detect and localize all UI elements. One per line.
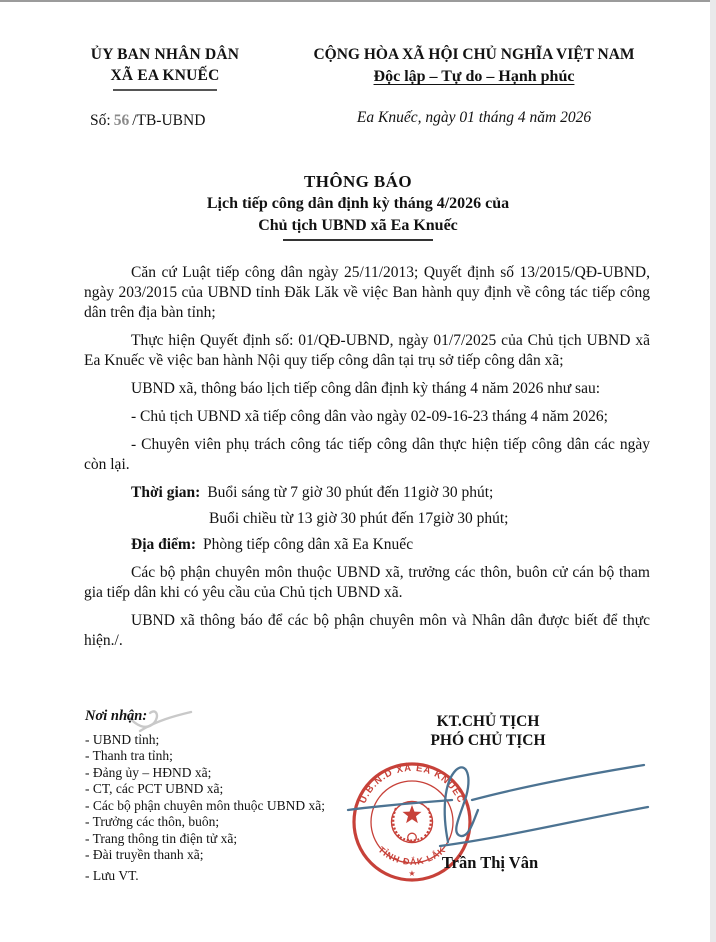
recipient-item: - Lưu VT. xyxy=(85,867,139,883)
schedule-place-line xyxy=(84,535,650,555)
document-subject-line2: Chủ tịch UBND xã Ea Knuếc xyxy=(258,217,458,234)
place-label: Địa điểm: xyxy=(131,536,197,553)
paragraph-specialist-schedule: - Chuyên viên phụ trách công tác tiếp công dân thực hiện tiếp công dân các ngày còn lại. xyxy=(84,436,650,473)
national-motto: Độc lập – Tự do – Hạnh phúc xyxy=(373,68,575,85)
doc-number-value: 56 xyxy=(113,112,130,129)
recipient-item: - Trưởng các thôn, buôn; xyxy=(85,814,220,829)
paragraph-chairman-schedule: - Chủ tịch UBND xã tiếp công dân vào ngày 02-09-16-23 tháng 4 năm 2026; xyxy=(131,408,608,425)
signer-name: Trần Thị Vân xyxy=(441,853,539,872)
signer-title-line2: PHÓ CHỦ TỊCH xyxy=(430,732,546,749)
doc-number-suffix: /TB-UBND xyxy=(132,112,206,129)
signature-ink-icon xyxy=(342,754,652,862)
scan-top-edge xyxy=(0,0,716,2)
document-header xyxy=(0,0,716,130)
time-morning: Buổi sáng từ 7 giờ 30 phút đến 11giờ 30 phút; xyxy=(207,484,494,501)
recipient-item: - UBND tỉnh; xyxy=(85,731,160,747)
recipient-item: - Trang thông tin điện tử xã; xyxy=(85,830,238,846)
signer-title-block xyxy=(388,712,588,750)
stamp-ring-text-top: U.B.N.D XÃ EA KNUẾC xyxy=(357,762,467,806)
place-value: Phòng tiếp công dân xã Ea Knuếc xyxy=(203,536,414,553)
recipient-item: - Đảng ủy – HĐND xã; xyxy=(85,764,212,780)
stamp-bottom-star: ★ xyxy=(408,869,416,878)
document-body xyxy=(84,263,650,651)
recipients-label: Nơi nhận: xyxy=(85,708,148,724)
recipient-item: - Các bộ phận chuyên môn thuộc UBND xã; xyxy=(85,797,325,813)
org-underline xyxy=(113,89,217,91)
place-date-line: Ea Knuếc, ngày 01 tháng 4 năm 2026 xyxy=(356,109,592,126)
document-title-block xyxy=(0,170,716,241)
time-afternoon: Buổi chiều từ 13 giờ 30 phút đến 17giờ 30 phút; xyxy=(209,510,509,527)
recipients-block xyxy=(85,708,325,884)
org-name-line1: ỦY BAN NHÂN DÂN xyxy=(90,46,240,63)
national-motto-block xyxy=(296,44,652,130)
paragraph-legal-basis-1: Căn cứ Luật tiếp công dân ngày 25/11/2013; Quyết định số 13/2015/QĐ-UBND, ngày 203/2015 của UBND tỉnh Đăk Lăk về việc Ban hành quy định về công tác tiếp công dân trên địa bàn tỉnh; xyxy=(84,264,650,321)
stamp-ring-text-bottom: TỈNH ĐẮK LẮK xyxy=(376,844,448,867)
time-label: Thời gian: xyxy=(131,484,201,501)
recipient-item: - Đài truyền thanh xã; xyxy=(85,847,204,862)
document-type-title: THÔNG BÁO xyxy=(304,172,412,191)
paragraph-announcement: UBND xã, thông báo lịch tiếp công dân định kỳ tháng 4 năm 2026 như sau: xyxy=(131,380,601,397)
doc-number-line xyxy=(30,112,300,130)
paragraph-departments: Các bộ phận chuyên môn thuộc UBND xã, trưởng các thôn, buôn cử cán bộ tham gia tiếp dân khi có yêu cầu của Chủ tịch UBND xã. xyxy=(84,564,650,601)
national-name: CỘNG HÒA XÃ HỘI CHỦ NGHĨA VIỆT NAM xyxy=(313,46,635,63)
paragraph-closing: UBND xã thông báo để các bộ phận chuyên môn và Nhân dân được biết để thực hiện./. xyxy=(84,612,650,649)
recipient-item: - Thanh tra tỉnh; xyxy=(85,748,173,763)
schedule-time-line xyxy=(84,483,650,503)
document-footer xyxy=(0,700,716,942)
document-subject-line1: Lịch tiếp công dân định kỳ tháng 4/2026 của xyxy=(206,195,510,212)
title-underline xyxy=(283,239,433,241)
recipient-item: - CT, các PCT UBND xã; xyxy=(85,781,224,796)
paragraph-legal-basis-2: Thực hiện Quyết định số: 01/QĐ-UBND, ngày 01/7/2025 của Chủ tịch UBND xã Ea Knuếc về việc ban hành Nội quy tiếp công dân tại trụ sở tiếp công dân xã; xyxy=(84,332,650,369)
org-name-line2: XÃ EA KNUẾC xyxy=(110,67,220,84)
issuing-authority-block xyxy=(30,44,300,130)
doc-number-label: Số: xyxy=(90,112,111,129)
signer-title-line1: KT.CHỦ TỊCH xyxy=(436,713,540,730)
